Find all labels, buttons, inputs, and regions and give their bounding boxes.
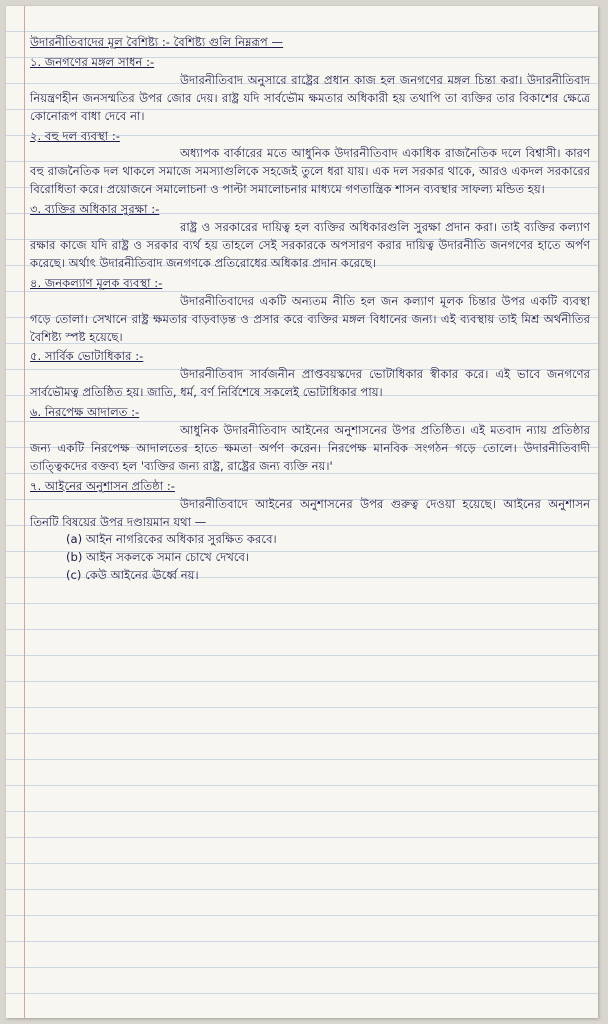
section-body-7: উদারনীতিবাদে আইনের অনুশাসনের উপর গুরুত্ব দেওয়া হয়েছে। আইনের অনুশাসন তিনটি বিষয়ের উপর দণ্ডায়মান যথা — <box>30 496 590 529</box>
section-body-1: উদারনীতিবাদ অনুসারে রাষ্ট্রের প্রধান কাজ হল জনগণের মঙ্গল চিন্তা করা। উদারনীতিবাদ নিয়ন্ত্রণহীন জনসম্মতির উপর জোর দেয়। রাষ্ট্র যদি সার্বভৌম ক্ষমতার অধিকারী হয় তথাপি তা ব্যক্তির তার বিকাশের ক্ষেত্রে কোনোরূপ বাধা দেবে না। <box>30 72 590 123</box>
section-heading-2: ২. বহু দল ব্যবস্থা :- <box>30 128 120 143</box>
handwritten-notes <box>30 34 590 1012</box>
section-body-2: অধ্যাপক বার্কারের মতে আধুনিক উদারনীতিবাদ একাধিক রাজনৈতিক দলে বিশ্বাসী। কারণ বহু রাজনৈতিক দল থাকলে সমাজে সমস্যাগুলিকে সহজেই তুলে ধরা যায়। এক দল সরকার থাকে, আরও একদল সরকারের বিরোধিতা করে। প্রয়োজনে সমালোচনা ও পাল্টা সমালোচনার মাধ্যমে গণতান্ত্রিক শাসন ব্যবস্থার সাফল্য মন্ডিত হয়। <box>30 146 590 197</box>
section-heading-6: ৬. নিরপেক্ষ আদালত :- <box>30 405 140 420</box>
margin-line <box>24 6 25 1018</box>
section-heading-5: ৫. সার্বিক ভোটাধিকার :- <box>30 349 144 364</box>
section-body-6: আধুনিক উদারনীতিবাদ আইনের অনুশাসনের উপর প্রতিষ্ঠিত। এই মতবাদ ন্যায় প্রতিষ্ঠার জন্য একটি নিরপেক্ষ আদালতের হাতে ক্ষমতা অর্পণ করেন। নিরপেক্ষ মানবিক সংগঠন গড়ে তোলে। উদারনীতিবাদী তাত্ত্বিকদের বক্তব্য হল 'ব্যক্তির জন্য রাষ্ট্র, রাষ্ট্রের জন্য ব্যক্তি নয়।' <box>30 423 590 473</box>
list-item: (c) কেউ আইনের ঊর্ধ্বে নয়। <box>66 568 199 583</box>
section-heading-3: ৩. ব্যক্তির অধিকার সুরক্ষা :- <box>30 202 160 217</box>
section-body-5: উদারনীতিবাদ সার্বজনীন প্রাপ্তবয়স্কদের ভোটাধিকার স্বীকার করে। এই ভাবে জনগণের সার্বভৌমত্ব প্রতিষ্ঠিত হয়। জাতি, ধর্ম, বর্ণ নির্বিশেষে সকলেই ভোটাধিকার পায়। <box>30 367 590 400</box>
list-item: (a) আইন নাগরিকের অধিকার সুরক্ষিত করবে। <box>66 532 277 547</box>
section-body-4: উদারনীতিবাদের একটি অন্যতম নীতি হল জন কল্যাণ মূলক চিন্তার উপর একটি ব্যবস্থা গড়ে তোলা। সেখানে রাষ্ট্র ক্ষমতার বাড়বাড়ন্ত ও প্রসার করে ব্যক্তির মঙ্গল বিধানের জন্য। এই ব্যবস্থায় তাই মিশ্র অর্থনীতির বৈশিষ্ট্য স্পষ্ট হয়েছে। <box>30 293 590 344</box>
section-body-3: রাষ্ট্র ও সরকারের দায়িত্ব হল ব্যক্তির অধিকারগুলি সুরক্ষা প্রদান করা। তাই ব্যক্তির কল্যাণ রক্ষার কাজে যদি রাষ্ট্র ও সরকার ব্যর্থ হয় তাহলে সেই সরকারকে অপসারণ করার দায়িত্ব উদারনীতি জনগণের হাতে অর্পণ করেছে। অর্থাৎ উদারনীতিবাদ জনগণকে প্রতিরোধের অধিকার প্রদান করেছে। <box>30 220 590 270</box>
page-title: উদারনীতিবাদের মূল বৈশিষ্ট্য :- বৈশিষ্ট্য গুলি নিম্নরূপ — <box>30 35 284 49</box>
list-item: (b) আইন সকলকে সমান চোখে দেখবে। <box>66 550 250 565</box>
notebook-page <box>6 6 598 1018</box>
section-heading-1: ১. জনগণের মঙ্গল সাধন :- <box>30 54 155 69</box>
section-heading-7: ৭. আইনের অনুশাসন প্রতিষ্ঠা :- <box>30 478 175 493</box>
section-heading-4: ৪. জনকল্যাণ মূলক ব্যবস্থা :- <box>30 275 163 290</box>
